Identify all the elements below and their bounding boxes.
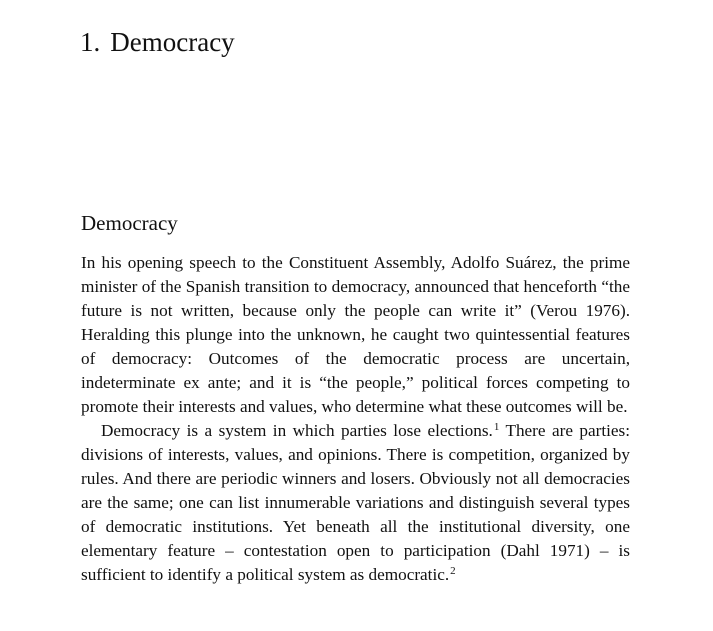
section-heading: Democracy [81, 211, 178, 235]
paragraph-2-text-b: There are parties: divisions of interests, values, and opinions. There is competition, organized by rules. And there are periodic winners and losers. Obviously not all democracies are the same; one can list innumerable variations and distinguish several types of democratic institutions. Yet beneath all the institutional diversity, one elementary feature – contestation open to participation (Dahl 1971) – is sufficient to identify a political system as democratic. [81, 421, 630, 584]
paragraph-2 [81, 419, 630, 587]
footnote-marker-1: 1 [493, 421, 500, 433]
paragraph-1: In his opening speech to the Constituent Assembly, Adolfo Suárez, the prime minister of the Spanish transition to democracy, announced that henceforth “the future is not written, because only the people can write it” (Verou 1976). Heralding this plunge into the unknown, he caught two quintessential features of democracy: Outcomes of the democratic process are uncertain, indeterminate ex ante; and it is “the people,” political forces competing to promote their interests and values, who determine what these outcomes will be. [81, 253, 630, 416]
chapter-number: 1. [80, 27, 101, 57]
body-text [81, 251, 630, 587]
chapter-title-text: Democracy [110, 27, 235, 57]
paragraph-2-text-a: Democracy is a system in which parties lose elections. [101, 421, 493, 440]
chapter-title [80, 24, 235, 60]
footnote-marker-2: 2 [450, 565, 456, 577]
